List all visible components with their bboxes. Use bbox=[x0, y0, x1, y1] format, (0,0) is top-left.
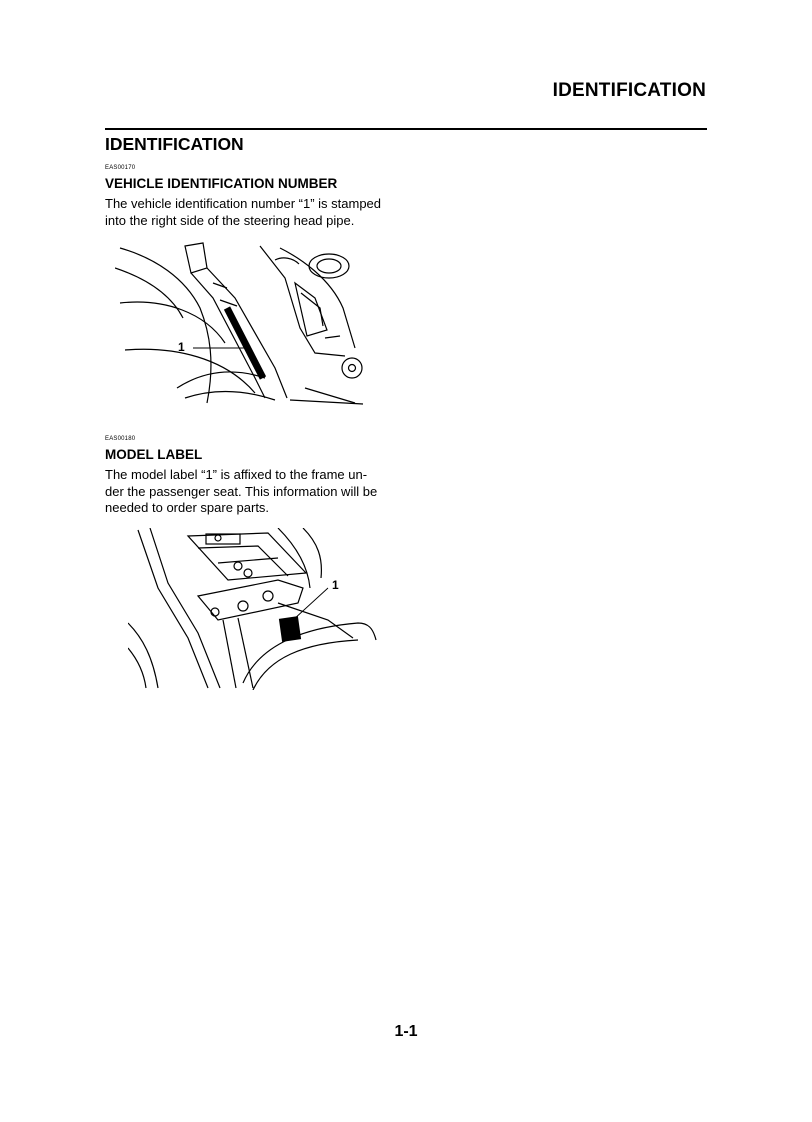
model-label-line: der the passenger seat. This information will be bbox=[105, 483, 378, 499]
vin-figure-callout: 1 bbox=[178, 340, 185, 354]
section-title: IDENTIFICATION bbox=[105, 134, 244, 154]
vin-reference-code: EAS00170 bbox=[105, 165, 136, 171]
steering-head-illustration bbox=[115, 238, 370, 408]
running-head-title: IDENTIFICATION bbox=[552, 80, 706, 101]
model-label-line: needed to order spare parts. bbox=[105, 500, 270, 515]
model-label-paragraph bbox=[105, 467, 397, 517]
model-label-figure-callout: 1 bbox=[332, 578, 339, 592]
model-label-reference-code: EAS00180 bbox=[105, 436, 136, 442]
vin-line: into the right side of the steering head pipe. bbox=[105, 212, 355, 228]
model-label-heading: MODEL LABEL bbox=[105, 447, 203, 462]
model-label-line: The model label “1” is affixed to the frame un- bbox=[105, 467, 368, 482]
vin-heading: VEHICLE IDENTIFICATION NUMBER bbox=[105, 176, 338, 191]
header-rule bbox=[105, 128, 707, 130]
page-number: 1-1 bbox=[394, 1023, 418, 1040]
passenger-seat-frame-illustration bbox=[128, 528, 378, 690]
vin-paragraph bbox=[105, 196, 397, 229]
vin-line: The vehicle identification number “1” is stamped bbox=[105, 196, 382, 211]
